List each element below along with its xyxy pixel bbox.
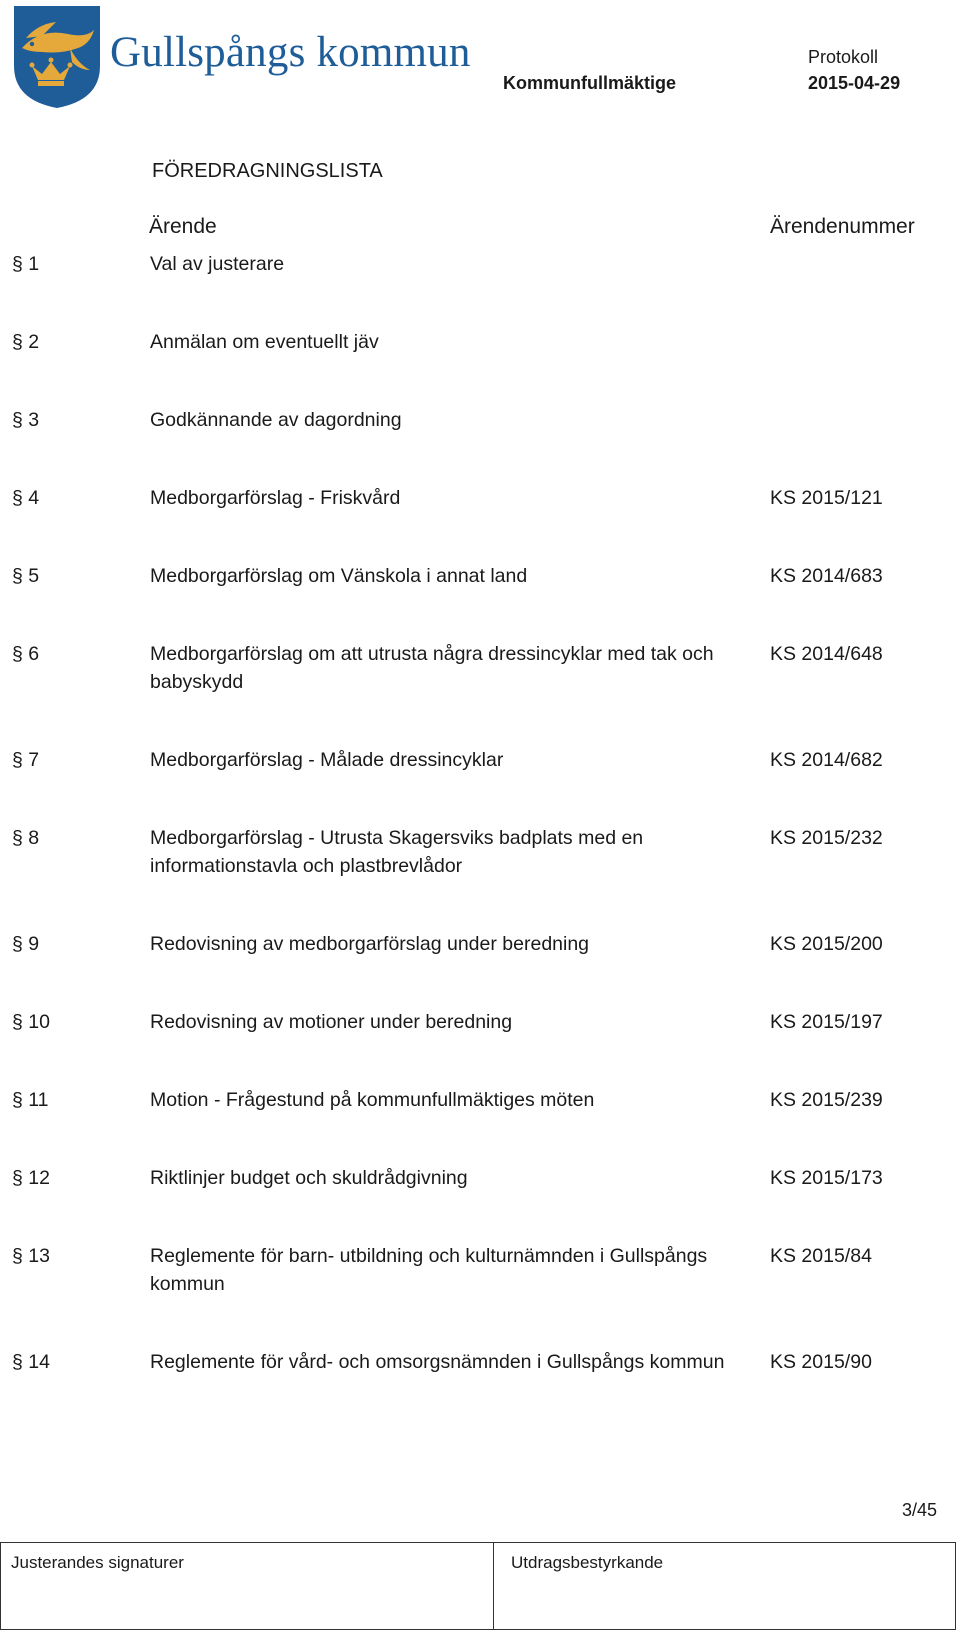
signatures-label: Justerandes signaturer (11, 1553, 184, 1572)
paragraph-number: § 4 (12, 487, 40, 509)
agenda-title: Medborgarförslag - Friskvård (150, 487, 401, 509)
paragraph-number: § 13 (12, 1245, 50, 1267)
case-number: KS 2015/197 (770, 1011, 883, 1033)
agenda-title: Medborgarförslag - Utrusta Skagersviks badplats med en informationstavla och plastbrevlådor (150, 827, 644, 877)
column-header-item: Ärende (149, 215, 217, 238)
page-header (0, 0, 960, 120)
case-number: KS 2014/682 (770, 749, 883, 771)
signature-footer (0, 1542, 956, 1630)
paragraph-number: § 5 (12, 565, 40, 587)
paragraph-number: § 11 (12, 1089, 49, 1111)
case-number: KS 2015/84 (770, 1245, 872, 1267)
paragraph-number: § 8 (12, 827, 40, 849)
page-number: 3/45 (902, 1500, 938, 1520)
case-number: KS 2015/90 (770, 1351, 872, 1373)
case-number: KS 2015/232 (770, 827, 883, 849)
agenda-title: Reglemente för vård- och omsorgsnämnden i Gullspångs kommun (150, 1351, 725, 1373)
agenda-title: Anmälan om eventuellt jäv (150, 331, 379, 353)
agenda-title: Val av justerare (150, 253, 285, 275)
column-header-number: Ärendenummer (770, 215, 915, 238)
case-number: KS 2015/200 (770, 933, 883, 955)
paragraph-number: § 6 (12, 643, 40, 665)
case-number: KS 2015/121 (770, 487, 883, 509)
paragraph-number: § 1 (12, 253, 40, 275)
extract-certification-label: Utdragsbestyrkande (511, 1553, 664, 1572)
agenda-title: Riktlinjer budget och skuldrådgivning (150, 1167, 468, 1189)
agenda-title: Medborgarförslag om att utrusta några dressincyklar med tak och babyskydd (150, 643, 714, 693)
agenda-title: Motion - Frågestund på kommunfullmäktiges möten (150, 1089, 595, 1111)
meeting-body: Kommunfullmäktige (503, 73, 677, 93)
agenda-title: Godkännande av dagordning (150, 409, 402, 431)
case-number: KS 2015/239 (770, 1089, 883, 1111)
paragraph-number: § 7 (12, 749, 40, 771)
paragraph-number: § 12 (12, 1167, 50, 1189)
org-name: Gullspångs kommun (110, 29, 471, 76)
case-number: KS 2015/173 (770, 1167, 883, 1189)
case-number: KS 2014/648 (770, 643, 883, 665)
agenda-title: Redovisning av motioner under beredning (150, 1011, 513, 1033)
meeting-date: 2015-04-29 (808, 73, 901, 93)
paragraph-number: § 10 (12, 1011, 50, 1033)
agenda-title: Reglemente för barn- utbildning och kulturnämnden i Gullspångs kommun (150, 1245, 708, 1295)
case-number: KS 2014/683 (770, 565, 883, 587)
list-title: FÖREDRAGNINGSLISTA (152, 160, 383, 182)
agenda-title: Redovisning av medborgarförslag under beredning (150, 933, 590, 955)
paragraph-number: § 9 (12, 933, 40, 955)
paragraph-number: § 3 (12, 409, 40, 431)
footer-divider (493, 1543, 494, 1629)
agenda-title: Medborgarförslag om Vänskola i annat land (150, 565, 528, 587)
municipal-crest-icon (12, 4, 102, 110)
agenda-title: Medborgarförslag - Målade dressincyklar (150, 749, 504, 771)
paragraph-number: § 2 (12, 331, 40, 353)
paragraph-number: § 14 (12, 1351, 50, 1373)
document-type: Protokoll (808, 47, 879, 67)
